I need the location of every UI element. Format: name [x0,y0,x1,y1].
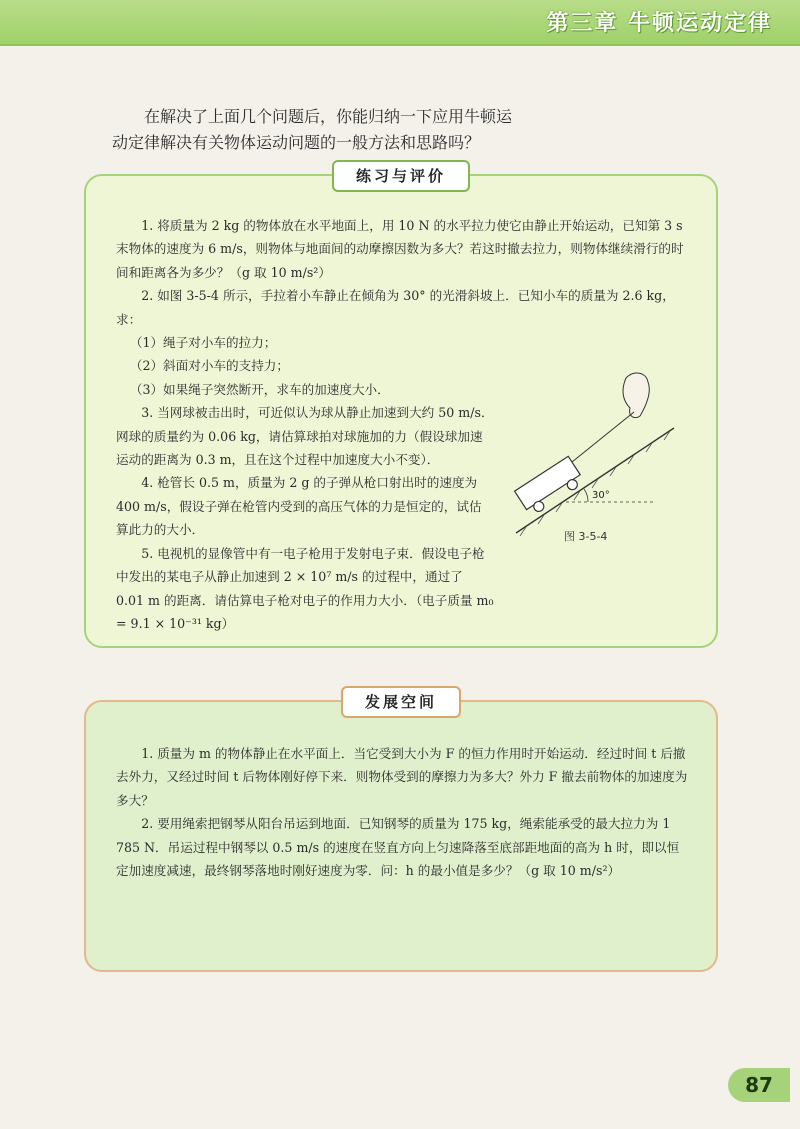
intro-line-2: 动定律解决有关物体运动问题的一般方法和思路吗？ [112,133,481,152]
development-box [84,693,718,972]
exercise-question-2-part-3: （3）如果绳子突然断开，求车的加速度大小． [129,381,390,397]
figure-caption: 图 3-5-4 [564,530,608,543]
development-question-1: 1. 质量为 m 的物体静止在水平面上．当它受到大小为 F 的恒力作用时开始运动．经过时间 t 后撤去外力，又经过时间 t 后物体刚好停下来．则物体受到的摩擦力为多大？外力 F 撤去前物体的加速度为多大？ [116,746,688,808]
exercise-question-3: 3. 当网球被击出时，可近似认为球从静止加速到大约 50 m/s．网球的质量约为 0.06 kg，请估算球拍对球施加的力（假设球加速运动的距离为 0.3 m，且在这个过程中加速度大小不变）． [116,405,494,468]
development-question-2: 2. 要用绳索把钢琴从阳台吊运到地面．已知钢琴的质量为 175 kg，绳索能承受的最大拉力为 1 785 N．吊运过程中钢琴以 0.5 m/s 的速度在竖直方向上匀速降落至底部距地面的高为 h 时，即以恒定加速度减速，最终钢琴落地时刚好速度为零．问：h 的最小值是多少？（g 取 10 m/s²） [116,816,680,879]
hand-shape [623,373,649,418]
header-band [0,0,800,46]
angle-label: 30° [592,490,610,501]
exercise-box-title: 练习与评价 [332,160,470,192]
exercise-box [84,167,718,648]
incline-cart-figure [506,358,676,538]
exercise-question-2: 2. 如图 3-5-4 所示，手拉着小车静止在倾角为 30° 的光滑斜坡上．已知小车的质量为 2.6 kg，求： [116,288,675,327]
exercise-question-2-part-2: （2）斜面对小车的支持力； [129,358,289,374]
exercise-question-2-part-1: （1）绳子对小车的拉力； [129,335,277,351]
rope-line [572,412,634,462]
exercise-question-5: 5. 电视机的显像管中有一电子枪用于发射电子束．假设电子枪中发出的某电子从静止加速到 2 × 10⁷ m/s 的过程中，通过了 0.01 m 的距离．请估算电子枪对电子的作用力大小．（电子质量 m₀ = 9.1 × 10⁻³¹ kg） [116,545,494,631]
exercise-question-4: 4. 枪管长 0.5 m，质量为 2 g 的子弹从枪口射出时的速度为400 m/s，假设子弹在枪管内受到的高压气体的力是恒定的，试估算此力的大小． [116,475,482,538]
cart-shape [515,456,586,517]
page-number: 87 [728,1068,790,1102]
development-content [116,742,690,882]
development-box-title: 发展空间 [341,686,461,718]
intro-paragraph [112,104,552,156]
intro-line-1: 在解决了上面几个问题后，你能归纳一下应用牛顿运 [144,107,513,126]
angle-arc [584,489,588,502]
chapter-title: 第三章 牛顿运动定律 [546,11,772,36]
exercise-question-1: 1. 将质量为 2 kg 的物体放在水平地面上，用 10 N 的水平拉力使它由静止开始运动，已知第 3 s 末物体的速度为 6 m/s，则物体与地面间的动摩擦因数为多大？若这时撤去拉力，则物体继续滑行的时间和距离各为多少？（g 取 10 m/s²） [116,218,684,280]
